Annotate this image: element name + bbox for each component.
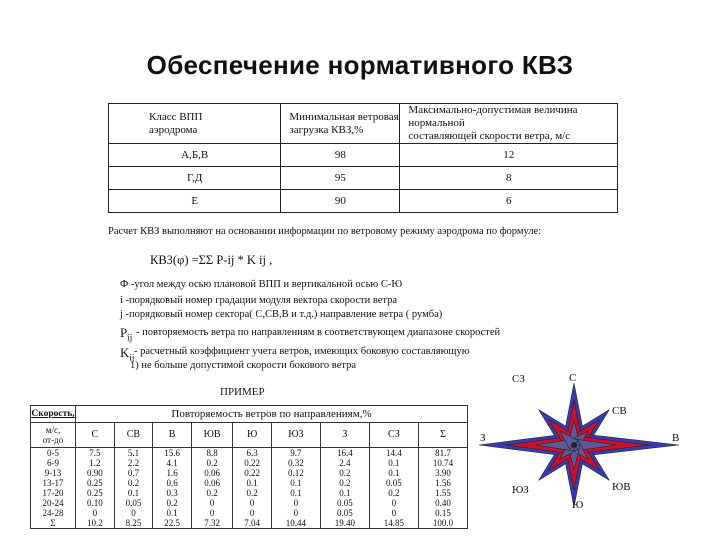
table-row	[31, 458, 468, 468]
table-cell: 81.7	[418, 448, 467, 459]
table-row	[31, 508, 468, 518]
table-cell: 0	[271, 508, 320, 518]
table-cell: 0.3	[153, 488, 192, 498]
table-row	[31, 468, 468, 478]
table-cell: 0.10	[76, 498, 115, 508]
table-cell: 0.32	[271, 458, 320, 468]
legend-phi: Ф -угол между осью плановой ВПП и вертикальной осью С-Ю	[120, 279, 403, 290]
table-cell: 0	[369, 498, 418, 508]
table-cell: 7.32	[191, 518, 232, 529]
table-cell: 5.1	[114, 448, 153, 459]
table-cell: 0	[233, 508, 272, 518]
table-cell: 22.5	[153, 518, 192, 529]
table-cell: 0.05	[320, 498, 369, 508]
table-cell: 15.6	[153, 448, 192, 459]
table-cell: 0.2	[191, 488, 232, 498]
table-cell: 0.22	[233, 468, 272, 478]
table-cell: 2.4	[320, 458, 369, 468]
header-class: Класс ВПП аэродрома	[109, 104, 281, 144]
table-cell: 16.4	[320, 448, 369, 459]
table-row	[31, 478, 468, 488]
table-cell: 6.3	[233, 448, 272, 459]
table-row	[31, 448, 468, 459]
table-cell: 7.04	[233, 518, 272, 529]
legend-k-line2: 1) не больше допустимой скорости бокового ветра	[130, 360, 356, 371]
slide-title: Обеспечение нормативного КВЗ	[146, 50, 574, 80]
table-cell: 4.1	[153, 458, 192, 468]
table-cell: 0.2	[233, 488, 272, 498]
table-row: А,Б,В 98 12	[109, 144, 618, 167]
table-cell: 9-13	[31, 468, 76, 478]
table-cell: 0.2	[320, 468, 369, 478]
table-cell: 0.1	[114, 488, 153, 498]
table-cell: 14.4	[369, 448, 418, 459]
table-cell: 0.05	[369, 478, 418, 488]
header-min-load: Минимальная ветровая загрузка КВЗ,%	[281, 104, 400, 144]
table-row	[31, 488, 468, 498]
table-cell: 0.25	[76, 478, 115, 488]
kvz-formula: КВЗ(φ) =ΣΣ P-ij * K ij ,	[150, 253, 273, 267]
table-cell: 0.1	[369, 468, 418, 478]
table-cell: 0	[191, 508, 232, 518]
table-cell: 0-5	[31, 448, 76, 459]
rose-label-s: Ю	[572, 499, 584, 511]
legend-p: - повторяемость ветра по направлениям в соответствующем диапазоне скоростей	[136, 327, 501, 338]
table-row: Г,Д 95 8	[109, 167, 618, 190]
table-cell: 0.7	[114, 468, 153, 478]
table-cell: 0	[233, 498, 272, 508]
rose-label-w: З	[480, 432, 486, 444]
table-cell: 0.2	[320, 478, 369, 488]
table-cell: 0.2	[153, 498, 192, 508]
table-row: Е 90 6	[109, 190, 618, 213]
table-cell: 19.40	[320, 518, 369, 529]
table-cell: 1.2	[76, 458, 115, 468]
table-cell: 0.06	[191, 468, 232, 478]
table-cell: 0.6	[153, 478, 192, 488]
legend-k-symbol: $K_{ij}$	[120, 345, 135, 363]
rose-label-se: ЮВ	[612, 481, 631, 493]
table-cell: 8.8	[191, 448, 232, 459]
table-cell: 0.06	[191, 478, 232, 488]
table-cell: 3.90	[418, 468, 467, 478]
rose-label-e: В	[672, 432, 680, 444]
table-cell: 1.6	[153, 468, 192, 478]
legend-i: i -порядковый номер градации модуля вектора скорости ветра	[120, 295, 398, 306]
table-cell: 0.2	[114, 478, 153, 488]
table-cell: 0	[369, 508, 418, 518]
table-cell: 0.1	[320, 488, 369, 498]
table-cell: 13-17	[31, 478, 76, 488]
table-cell: 10.44	[271, 518, 320, 529]
table-row	[31, 518, 468, 529]
table-cell: 24-28	[31, 508, 76, 518]
table-cell: 0.05	[320, 508, 369, 518]
table-cell: 0.22	[233, 458, 272, 468]
table-cell: 2.2	[114, 458, 153, 468]
table-cell: 14.85	[369, 518, 418, 529]
legend-k-line1: - расчетный коэффициент учета ветров, имеющих боковую составляющую	[134, 346, 470, 357]
table-cell: 6-9	[31, 458, 76, 468]
rose-label-sw: ЮЗ	[512, 484, 529, 496]
rose-label-n: С	[569, 372, 577, 384]
rose-label-ne: СВ	[612, 405, 627, 417]
table-cell: 0	[191, 498, 232, 508]
table-cell: 8.25	[114, 518, 153, 529]
table-cell: 0.40	[418, 498, 467, 508]
table-cell: 0.2	[191, 458, 232, 468]
header-max-crosswind: Максимально-допустимая величина нормальной составляющей скорости ветра, м/с	[400, 104, 618, 144]
legend-j: j -порядковый номер сектора( С,СВ,В и т.д.) направление ветра ( румба)	[120, 309, 443, 320]
table2-direction-header: м/с, от-до С СВ В ЮВ Ю ЮЗ З СЗ Σ	[31, 423, 468, 448]
table-cell: 0.15	[418, 508, 467, 518]
table-cell: 7.5	[76, 448, 115, 459]
example-label: ПРИМЕР	[220, 386, 265, 398]
table-cell: 0.25	[76, 488, 115, 498]
table-header-row	[109, 104, 618, 144]
table2-group-header: Скорость, Повторяемость ветров по направлениям,%	[31, 406, 468, 423]
table-cell: 9.7	[271, 448, 320, 459]
table-cell: 1.55	[418, 488, 467, 498]
table-cell: 100.0	[418, 518, 467, 529]
table-cell: 0.12	[271, 468, 320, 478]
table-cell: 0	[114, 508, 153, 518]
wind-rose	[472, 365, 720, 540]
table-cell: 10.2	[76, 518, 115, 529]
wind-frequency-table	[30, 405, 468, 529]
table-cell: Σ	[31, 518, 76, 529]
table-cell: 0.1	[271, 488, 320, 498]
table-cell: 0.2	[369, 488, 418, 498]
table-row	[31, 498, 468, 508]
class-requirements-table	[108, 103, 618, 213]
calc-note: Расчет КВЗ выполняют на основании информации по ветровому режиму аэродрома по формуле:	[108, 226, 542, 237]
legend-p-symbol: $P_{ij}$	[120, 325, 133, 343]
table-cell: 0.1	[153, 508, 192, 518]
table-cell: 0.1	[233, 478, 272, 488]
table-cell: 0.90	[76, 468, 115, 478]
rose-center	[571, 442, 577, 448]
table-cell: 0	[76, 508, 115, 518]
table-cell: 0	[271, 498, 320, 508]
table-cell: 1.56	[418, 478, 467, 488]
table-cell: 0.1	[369, 458, 418, 468]
table-cell: 0.1	[271, 478, 320, 488]
table-cell: 20-24	[31, 498, 76, 508]
table-cell: 10.74	[418, 458, 467, 468]
table-cell: 17-20	[31, 488, 76, 498]
rose-label-nw: СЗ	[512, 373, 525, 385]
table-cell: 0.05	[114, 498, 153, 508]
